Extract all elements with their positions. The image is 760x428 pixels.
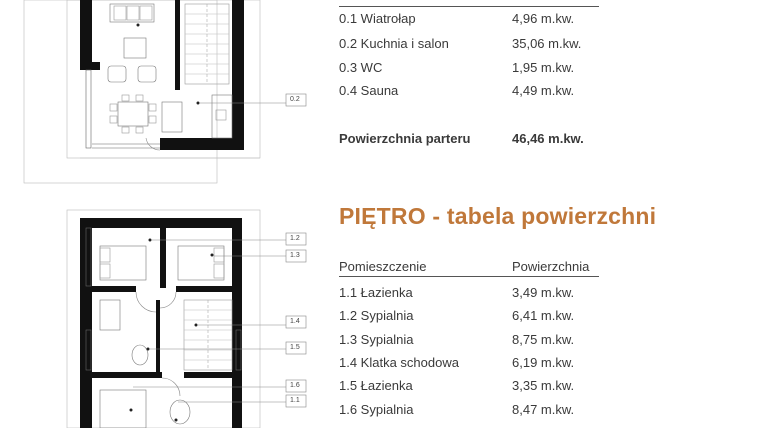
plan-tag-1-2: 1.2 bbox=[290, 235, 300, 242]
table-top-rule bbox=[339, 6, 599, 7]
room-name: 0.2 Kuchnia i salon bbox=[339, 36, 449, 51]
room-name: 1.5 Łazienka bbox=[339, 378, 413, 393]
room-area: 8,75 m.kw. bbox=[512, 332, 575, 347]
plan-tag-1-3: 1.3 bbox=[290, 252, 300, 259]
room-area: 6,41 m.kw. bbox=[512, 308, 575, 323]
ground-floor-plan bbox=[24, 0, 306, 183]
room-area: 6,19 m.kw. bbox=[512, 355, 575, 370]
floor-plans-drawing bbox=[0, 0, 320, 428]
plan-tag-0-2: 0.2 bbox=[290, 96, 300, 103]
room-area: 4,96 m.kw. bbox=[512, 11, 575, 26]
room-name: 1.3 Sypialnia bbox=[339, 332, 414, 347]
header-rule bbox=[339, 276, 599, 277]
plan-tag-1-6: 1.6 bbox=[290, 382, 300, 389]
room-area: 3,35 m.kw. bbox=[512, 378, 575, 393]
room-name: 1.4 Klatka schodowa bbox=[339, 355, 459, 370]
room-name: 0.4 Sauna bbox=[339, 83, 399, 98]
room-area: 1,95 m.kw. bbox=[512, 60, 575, 75]
plan-tag-1-1: 1.1 bbox=[290, 397, 300, 404]
column-header-area: Powierzchnia bbox=[512, 259, 590, 274]
room-name: 1.2 Sypialnia bbox=[339, 308, 414, 323]
room-area: 3,49 m.kw. bbox=[512, 285, 575, 300]
upper-floor-title: PIĘTRO - tabela powierzchni bbox=[339, 203, 657, 229]
column-header-room: Pomieszczenie bbox=[339, 259, 427, 274]
room-name: 1.1 Łazienka bbox=[339, 285, 413, 300]
upper-floor-plan bbox=[67, 210, 306, 428]
ground-total-value: 46,46 m.kw. bbox=[512, 131, 584, 146]
room-name: 0.3 WC bbox=[339, 60, 383, 75]
room-area: 8,47 m.kw. bbox=[512, 402, 575, 417]
room-area: 4,49 m.kw. bbox=[512, 83, 575, 98]
plan-tag-1-5: 1.5 bbox=[290, 344, 300, 351]
room-name: 1.6 Sypialnia bbox=[339, 402, 414, 417]
plan-tag-1-4: 1.4 bbox=[290, 318, 300, 325]
room-area: 35,06 m.kw. bbox=[512, 36, 582, 51]
ground-total-label: Powierzchnia parteru bbox=[339, 131, 471, 146]
room-name: 0.1 Wiatrołap bbox=[339, 11, 416, 26]
